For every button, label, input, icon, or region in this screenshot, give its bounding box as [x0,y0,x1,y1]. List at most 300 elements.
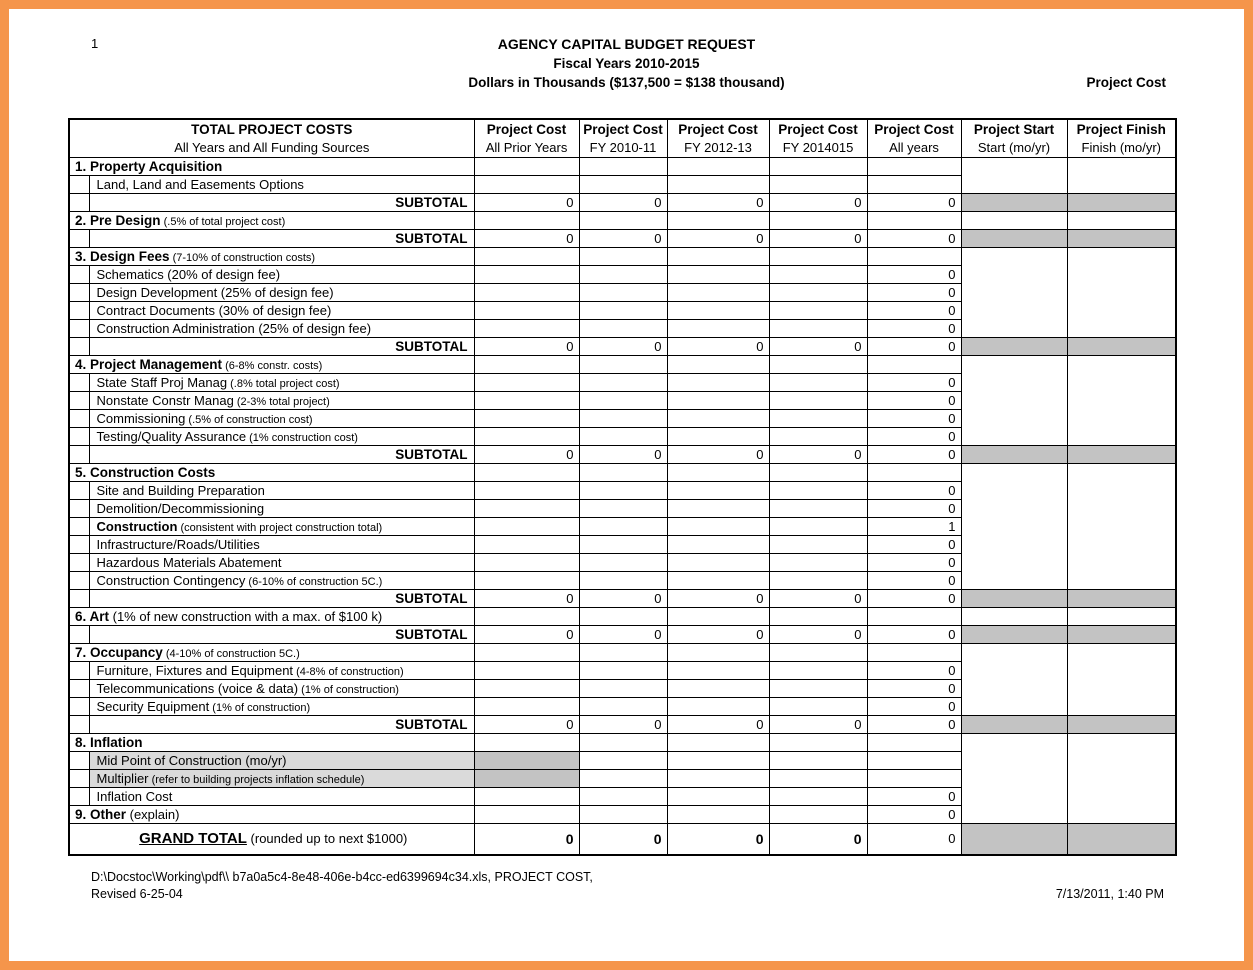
project-finish-cell [1067,374,1176,392]
cost-cell [579,158,667,176]
cost-cell [769,806,867,824]
project-start-cell [961,374,1067,392]
page-footer [91,869,1164,903]
cost-cell [667,374,769,392]
cost-cell [474,374,579,392]
row-label-small-text: (4-8% of construction) [293,666,404,678]
cost-cell [474,680,579,698]
row-label-text: Mid Point of Construction (mo/yr) [96,753,287,768]
cost-cell: 0 [579,590,667,608]
cost-cell [667,806,769,824]
cost-cell [667,410,769,428]
indent-cell [69,716,89,734]
row-label-text: (1% of new construction with a max. of $100 k) [109,609,383,624]
row-label-small-text: (1% of construction) [298,684,399,696]
cost-cell: 0 [867,446,961,464]
row-label-cell [89,698,474,716]
project-start-cell [961,806,1067,824]
cost-cell [867,158,961,176]
cost-cell [769,320,867,338]
indent-cell [69,662,89,680]
row-label-cell [69,248,474,266]
row-label-text: Contract Documents (30% of design fee) [96,303,332,318]
cost-cell [769,500,867,518]
cost-cell [474,806,579,824]
cost-cell [769,644,867,662]
row-label-text: Testing/Quality Assurance [96,429,247,444]
item-row [69,572,1176,590]
row-label-small-text: (refer to building projects inflation schedule) [148,774,365,786]
cost-cell [667,248,769,266]
cost-cell [474,302,579,320]
footer-revised: Revised 6-25-04 [91,886,183,901]
indent-cell [69,302,89,320]
cost-cell [579,356,667,374]
cost-cell: 0 [579,338,667,356]
row-label-cell [89,428,474,446]
cost-cell [769,428,867,446]
project-start-cell [961,356,1067,374]
cost-cell [667,734,769,752]
cost-cell: 0 [474,626,579,644]
subtotal-label-cell: SUBTOTAL [89,590,474,608]
cost-cell [667,284,769,302]
project-finish-cell [1067,824,1176,855]
cost-cell: 0 [867,428,961,446]
section-row [69,806,1176,824]
row-label-bold-text: 8. Inflation [75,735,143,750]
title-line1: AGENCY CAPITAL BUDGET REQUEST [497,36,756,52]
cost-cell [667,158,769,176]
cost-cell [667,500,769,518]
cost-cell: 0 [579,230,667,248]
cost-cell [579,698,667,716]
project-start-cell [961,302,1067,320]
cost-cell: 0 [867,806,961,824]
project-start-cell [961,536,1067,554]
cost-cell: 0 [667,230,769,248]
project-finish-cell [1067,482,1176,500]
cost-cell: 0 [579,824,667,855]
row-label-cell [69,734,474,752]
indent-cell [69,626,89,644]
row-label-small-text: (.5% of construction cost) [185,414,313,426]
indent-cell [69,194,89,212]
header-cost-all-years: Project Cost All years [867,119,961,158]
project-start-cell [961,230,1067,248]
cost-cell: 0 [867,680,961,698]
item-row [69,392,1176,410]
project-finish-cell [1067,770,1176,788]
project-start-cell [961,752,1067,770]
cost-cell [769,662,867,680]
cost-cell [579,374,667,392]
cost-cell: 0 [867,284,961,302]
row-label-small-text: (7-10% of construction costs) [169,252,316,264]
item-row [69,536,1176,554]
cost-cell: 0 [667,338,769,356]
project-finish-cell [1067,734,1176,752]
project-finish-cell [1067,608,1176,626]
row-label-small-text: (1% construction cost) [246,432,358,444]
cost-cell [667,212,769,230]
cost-cell: 0 [579,716,667,734]
cost-cell: 0 [867,788,961,806]
budget-table-body [69,158,1176,855]
cost-cell [769,302,867,320]
item-row [69,662,1176,680]
item-row [69,266,1176,284]
row-label-text: Nonstate Constr Manag [96,393,234,408]
indent-cell [69,788,89,806]
project-finish-cell [1067,662,1176,680]
project-start-cell [961,446,1067,464]
cost-cell [667,572,769,590]
cost-cell [579,644,667,662]
row-label-text: Telecommunications (voice & data) [96,681,299,696]
cost-cell [474,392,579,410]
cost-cell [769,464,867,482]
project-finish-cell [1067,284,1176,302]
row-label-text: State Staff Proj Manag [96,375,228,390]
row-label-cell [89,374,474,392]
row-label-text: (explain) [126,807,180,822]
row-label-small-text: (.5% of total project cost) [160,216,286,228]
cost-cell [667,266,769,284]
row-label-text: Commissioning [96,411,186,426]
indent-cell [69,338,89,356]
row-label-cell [69,212,474,230]
cost-cell [667,392,769,410]
indent-cell [69,590,89,608]
project-finish-cell [1067,716,1176,734]
cost-cell: 0 [579,194,667,212]
indent-cell [69,320,89,338]
header-label-line1: TOTAL PROJECT COSTS [191,122,353,137]
project-finish-cell [1067,590,1176,608]
cost-cell [769,356,867,374]
project-start-cell [961,644,1067,662]
row-label-cell [89,482,474,500]
cost-cell: 0 [579,446,667,464]
project-start-cell [961,824,1067,855]
indent-cell [69,266,89,284]
cost-cell [474,662,579,680]
row-label-text: Site and Building Preparation [96,483,265,498]
indent-cell [69,680,89,698]
project-start-cell [961,284,1067,302]
cost-cell [667,464,769,482]
budget-table-header [69,119,1176,158]
cost-cell: 0 [769,446,867,464]
row-label-text: Furniture, Fixtures and Equipment [96,663,294,678]
row-label-small-text: (6-10% of construction 5C.) [245,576,383,588]
row-label-bold-text: 7. Occupancy [75,645,163,660]
cost-cell: 0 [867,626,961,644]
cost-cell: 0 [867,824,961,855]
header-project-finish: Project Finish Finish (mo/yr) [1067,119,1176,158]
row-label-cell [69,356,474,374]
subtotal-label-cell: SUBTOTAL [89,716,474,734]
project-start-cell [961,158,1067,176]
row-label-text: Multiplier [96,771,149,786]
cost-cell [579,266,667,284]
row-label-bold-text: 4. Project Management [75,357,223,372]
project-start-cell [961,194,1067,212]
cost-cell [474,572,579,590]
item-row [69,698,1176,716]
row-label-cell [89,680,474,698]
budget-table [68,118,1177,856]
item-row [69,428,1176,446]
cost-cell [867,176,961,194]
cost-cell: 0 [769,338,867,356]
cost-cell [474,248,579,266]
indent-cell [69,482,89,500]
row-label-cell [89,554,474,572]
row-label-bold-text: 1. Property Acquisition [75,159,223,174]
project-finish-cell [1067,338,1176,356]
row-label-small-text: (consistent with project construction total) [177,522,383,534]
row-label-text: Design Development (25% of design fee) [96,285,334,300]
row-label-bold-text: 3. Design Fees [75,249,170,264]
grand-row [69,824,1176,855]
indent-cell [69,752,89,770]
cost-cell: 0 [579,626,667,644]
item-row [69,554,1176,572]
row-label-cell [69,824,474,855]
cost-cell [667,698,769,716]
row-label-cell [89,770,474,788]
project-finish-cell [1067,752,1176,770]
project-finish-cell [1067,302,1176,320]
cost-cell: 0 [769,716,867,734]
indent-cell [69,446,89,464]
project-start-cell [961,554,1067,572]
cost-cell [769,212,867,230]
project-finish-cell [1067,158,1176,176]
cost-cell [667,518,769,536]
cost-cell: 0 [667,194,769,212]
project-start-cell [961,500,1067,518]
subtotal-row [69,194,1176,212]
cost-cell [769,536,867,554]
project-finish-cell [1067,320,1176,338]
cost-cell [579,734,667,752]
project-finish-cell [1067,248,1176,266]
row-label-cell [89,752,474,770]
row-label-text: Security Equipment [96,699,210,714]
project-finish-cell [1067,572,1176,590]
cost-cell [769,788,867,806]
indent-cell [69,176,89,194]
project-finish-cell [1067,356,1176,374]
indent-cell [69,554,89,572]
section-row [69,734,1176,752]
cost-cell [579,662,667,680]
project-start-cell [961,698,1067,716]
subtotal-row [69,716,1176,734]
row-label-bold-text: Construction [96,519,178,534]
cost-cell: 0 [867,482,961,500]
row-label-cell [89,572,474,590]
row-label-text: Infrastructure/Roads/Utilities [96,537,260,552]
row-label-cell [89,536,474,554]
cost-cell: 0 [867,554,961,572]
row-label-bold-text: 5. Construction Costs [75,465,216,480]
project-finish-cell [1067,680,1176,698]
cost-cell [579,680,667,698]
project-start-cell [961,266,1067,284]
project-start-cell [961,626,1067,644]
cost-cell [867,734,961,752]
project-start-cell [961,572,1067,590]
cost-cell: 0 [474,194,579,212]
row-label-text: Hazardous Materials Abatement [96,555,282,570]
project-start-cell [961,788,1067,806]
cost-cell [769,680,867,698]
indent-cell [69,698,89,716]
cost-cell: 0 [867,662,961,680]
row-label-small-text: (.8% total project cost) [227,378,340,390]
cost-cell [579,554,667,572]
project-finish-cell [1067,698,1176,716]
cost-cell [769,248,867,266]
row-label-cell [89,410,474,428]
cost-cell: 0 [769,824,867,855]
cost-cell [867,752,961,770]
item-row [69,518,1176,536]
cost-cell [474,320,579,338]
project-finish-cell [1067,212,1176,230]
cost-cell [667,680,769,698]
cost-cell [579,806,667,824]
subtotal-label-cell: SUBTOTAL [89,626,474,644]
cost-cell [579,212,667,230]
cost-cell [769,734,867,752]
cost-cell [769,698,867,716]
row-label-cell [89,320,474,338]
cost-cell [667,176,769,194]
cost-cell [474,266,579,284]
item-row [69,770,1176,788]
cost-cell: 0 [867,590,961,608]
project-finish-cell [1067,536,1176,554]
cost-cell [579,788,667,806]
cost-cell: 0 [867,410,961,428]
cost-cell: 0 [769,194,867,212]
cost-cell [474,644,579,662]
indent-cell [69,392,89,410]
cost-cell: 0 [667,626,769,644]
cost-cell: 0 [867,716,961,734]
row-label-cell [89,392,474,410]
subtotal-row [69,590,1176,608]
section-row [69,158,1176,176]
indent-cell [69,428,89,446]
indent-cell [69,518,89,536]
page-number: 1 [91,36,99,51]
cost-cell [579,248,667,266]
footer-datetime: 7/13/2011, 1:40 PM [1055,886,1164,901]
cost-cell [769,410,867,428]
cost-cell [667,482,769,500]
subtotal-row [69,230,1176,248]
header-total-project-costs [69,119,474,158]
cost-cell [667,788,769,806]
cost-cell: 0 [667,824,769,855]
cost-cell [474,428,579,446]
title-line2: Fiscal Years 2010-2015 [553,56,700,71]
cost-cell [579,608,667,626]
item-row [69,788,1176,806]
item-row [69,500,1176,518]
cost-cell [474,176,579,194]
cost-cell [769,608,867,626]
row-label-cell [89,176,474,194]
project-finish-cell [1067,626,1176,644]
cost-cell: 0 [867,374,961,392]
footer-file-path: D:\Docstoc\Working\pdf\\ b7a0a5c4-8e48-406e-b4cc-ed6399694c34.xls, PROJECT COST, [91,869,593,884]
cost-cell [867,464,961,482]
subtotal-label-cell: SUBTOTAL [89,446,474,464]
item-row [69,482,1176,500]
cost-cell [474,788,579,806]
section-row [69,464,1176,482]
cost-cell [474,752,579,770]
indent-cell [69,572,89,590]
row-label-small-text: (4-10% of construction 5C.) [162,648,300,660]
cost-cell [667,428,769,446]
cost-cell [769,266,867,284]
project-finish-cell [1067,446,1176,464]
cost-cell: 0 [867,194,961,212]
row-label-cell [89,302,474,320]
cost-cell [769,176,867,194]
cost-cell [769,752,867,770]
section-row [69,212,1176,230]
cost-cell [474,734,579,752]
indent-cell [69,374,89,392]
cost-cell [667,662,769,680]
project-finish-cell [1067,194,1176,212]
row-label-text: Construction Administration (25% of design fee) [96,321,372,336]
cost-cell: 0 [474,590,579,608]
cost-cell [474,500,579,518]
cost-cell: 0 [474,716,579,734]
section-row [69,356,1176,374]
cost-cell [579,176,667,194]
cost-cell: 0 [867,230,961,248]
cost-cell [667,644,769,662]
project-finish-cell [1067,806,1176,824]
item-row [69,374,1176,392]
cost-cell [769,482,867,500]
project-start-cell [961,320,1067,338]
cost-cell [667,554,769,572]
item-row [69,176,1176,194]
project-start-cell [961,680,1067,698]
cost-cell: 0 [769,626,867,644]
row-label-text: Demolition/Decommissioning [96,501,265,516]
cost-cell [579,320,667,338]
cost-cell [667,608,769,626]
item-row [69,320,1176,338]
cost-cell [579,518,667,536]
item-row [69,680,1176,698]
cost-cell [579,392,667,410]
cost-cell [474,482,579,500]
